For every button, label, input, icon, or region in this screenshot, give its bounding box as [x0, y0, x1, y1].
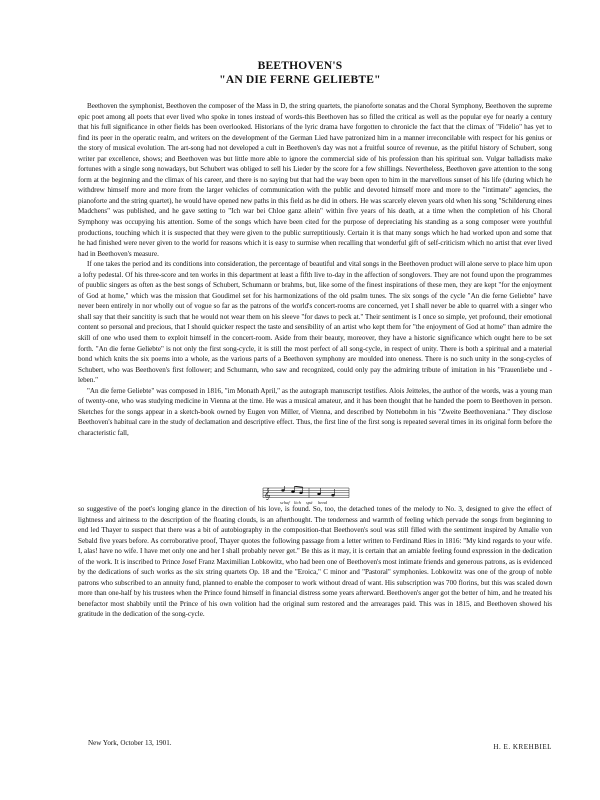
title-line-1: BEETHOVEN'S: [257, 60, 343, 72]
paragraph: so suggestive of the poet's longing glance in the direction of his love, is found. So, too, the detached tones of the melody to No. 3, designed to give the effect of lightness and airiness to the description of the floating clouds, is an afterthought. The tenderness and warmth of feeling which pervade the songs from beginning to end led Thayer to suspect that there was a bit of autobiography in the composition-that Beethoven's soul was still filled with the sentiment inspired by Amalie von Sebald five years before. As corroborative proof, Thayer quotes the following passage from a letter written to Ferdinand Ries in 1816: "My kind regards to your wife. I, alas! have no wife. I have met only one and her I shall probably never get." Be this as it may, it is certain that an amiable feeling found expression in the dedication of the work. It is inscribed to Prince Josef Franz Maximilian Lobkowitz, who had been one of Beethoven's most intimate friends and generous patrons, as is evidenced by the dedications of such works as the six string quartets Op. 18 and the "Eroica," C minor and "Pastoral" symphonies. Lobkowitz was one of the group of noble patrons who subscribed to an annuity fund, planned to enable the composer to work without dread of want. His subscription was 700 florins, but this was scaled down more than one-half by his trustees when the Prince found himself in financial distress some years afterward. Beethoven's anger got the better of him, and he treated his benefactor most shabbily until the Prince of his own volition had the original sum restored and the arrearages paid. This was in 1815, and Beethoven showed his gratitude in the dedication of the song-cycle.: [78, 505, 552, 619]
body-text-part-1: [78, 101, 552, 439]
lyric-syllable: spä: [306, 500, 313, 505]
body-text-part-2: [78, 504, 552, 620]
dateline: New York, October 13, 1901.: [88, 739, 172, 747]
paragraph: Beethoven the symphonist, Beethoven the composer of the Mass in D, the string quartets, the pianoforte sonatas and the Choral Symphony, Beethoven the supreme epic poet among all poets that ever lived who spoke in tones instead of words-this Beethoven has so filled the critical as well as the popular eye for nearly a century that his full significance in other fields has been overlooked. Historians of the lyric drama have forgotten to chronicle the fact that the climax of "Fidelio" has yet to find its peer in the operatic realm, and writers on the development of the German Lied have patronized him in a manner irreconcilable with respect for his genius or the story of musical evolution. The art-song had not developed a cult in Beethoven's day was not a fruitful source of revenue, as the pitiful history of Schubert, song writer par excellence, shows; and Beethoven was but little more able to ignore the commercial side of his profession than his spiritual son. Vulgar balladists make fortunes with a single song nowadays, but Schubert was obliged to sell his Lieder by the score for a few shillings. Nevertheless, Beethoven gave attention to the song form at the beginning and the climax of his career, and there is no saying but that had the way been open to him in the marvellous sunset of his life (during which he withdrew himself more and more from the larger vehicles of communication with the public and devoted himself more and more to the "intimate" agencies, the pianoforte and the string quartet), he would have opened new paths in this field as he did in others. He was scarcely eleven years old when his song "Schilderung eines Madchens" was published, and he gave setting to "Ich war bei Chloe ganz allein" within five years of his death, at a time when the completion of his Choral Symphony was occupying his attention. Some of the songs which have been cited for the purpose of depreciating his standing as a song composer were youthful productions, touching which it is suspected that they were given to the public surreptitiously. Certain it is that many songs which he had worked upon and some that he had finished were never given to the world for reasons which it is easy to surmise when recalling that wonderful gift of self-criticism which no artist that ever lived had in Beethoven's measure.: [78, 102, 552, 258]
paragraph: "An die ferne Geliebte" was composed in 1816, "im Monath April," as the autograph manuscript testifies. Alois Jeitteles, the author of the words, was a young man of twenty-one, who was studying medicine in Vienna at the time. He was a musical amateur, and it has been thought that he handed the poem to Beethoven in person. Sketches for the songs appear in a sketch-book owned by Eugen von Miller, of Vienna, and described by Nottebohm in his "Zweite Beethoveniana." They disclose Beethoven's habitual care in the study of declamation and descriptive effect. Thus, the first line of the first song is repeated several times in its original form before the characteristic fall,: [78, 386, 552, 437]
author-signature: H. E. KREHBIEL: [493, 743, 552, 751]
title-line-2: "AN DIE FERNE GELIEBTE": [219, 74, 381, 86]
paragraph: If one takes the period and its conditions into consideration, the percentage of beautiful and vital songs in the Beethoven product will alone serve to place him upon a lofty pedestal. Of his three-score and ten works in this department at least a fifth live to-day in the affection of songlovers. They are not found upon the programmes of puublic singers as often as the best songs of Schubert, Schumann or brahms, but, like some of the finest inspirations of these men, they are kept "for the enjoyment of God at home," which was the mission that Goudimel set for his harmonizations of the old psalm tunes. The six songs of the cycle "An die ferne Geliebte" have never been entirely in nor wholly out of vogue so far as the patrons of the world's concert-rooms are concerned, yet I shall never be able to quarrel with a singer who shall say that their sancitity is such that he would not wear them on his sleeve "for daws to peck at." Their sentiment is I once so simple, yet profound, their emotional content so personal and precious, that I should quicker respect the taste and sensibility of an artist who kept them for "the enjoyment of God at home" than admire the skill of one who used them to exploit himself in the concert-room. Aside from their beauty, moreover, they have a historic significance which ought here to be set forth. "An die ferne Geliebte" is not only the first song-cycle, it is still the most perfect of all song-cycle, in respect of unity. There is both a spiritual and a material bond which knits the six poems into a whole, as the various parts of a Beethoven symphony are moulded into oneness. There is no such unity in the song-cycles of Schubert, who was Beethoven's first follower; and Schumann, who saw and recognized, could only pay the admiring tribute of imitation in his "Frauenliebe und -leben.": [78, 260, 552, 385]
lyric-syllable: lich: [294, 500, 301, 505]
lyric-syllable: schaf: [280, 500, 290, 505]
music-staff-figure: [261, 486, 351, 500]
svg-text:𝄞: 𝄞: [264, 488, 271, 500]
lyric-syllable: hend: [318, 500, 327, 505]
